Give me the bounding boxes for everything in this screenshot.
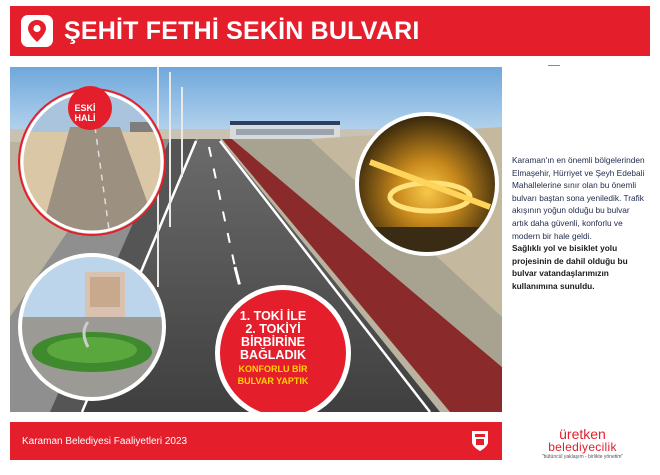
- description-text: [512, 154, 647, 293]
- page-header: [10, 6, 650, 56]
- brand-logo: üretken belediyecilik "bütüncül yaklaşım - birlikte yönetim": [541, 426, 624, 460]
- page-footer: [10, 422, 502, 460]
- municipality-emblem-icon: [470, 429, 490, 453]
- footer-text: Karaman Belediyesi Faaliyetleri 2023: [22, 435, 188, 447]
- description-highlight: Sağlıklı yol ve bisiklet yolu projesinin de dahil olduğu bu bulvar vatandaşlarımızın kullanımına sunuldu.: [512, 243, 628, 291]
- location-pin-icon: [20, 14, 54, 48]
- decorative-tick: [548, 65, 560, 66]
- connection-badge: 1. TOKİ İLE 2. TOKİYİ BİRBİRİNE BAĞLADIK KONFORLU BİR BULVAR YAPTIK: [237, 309, 309, 386]
- description-paragraph: Karaman'ın en önemli bölgelerinden Elmaşehir, Hürriyet ve Şeyh Edebali Mahallelerine sınır olan bu önemli bulvarı baştan sona yeniledik. Trafik akışının yoğun olduğu bu bulvar artık daha güvenli, konforlu ve modern bir hale geldi.: [512, 155, 645, 241]
- page-title: ŞEHİT FETHİ SEKİN BULVARI: [64, 16, 420, 45]
- old-state-label: ESKİ HALİ: [74, 103, 96, 123]
